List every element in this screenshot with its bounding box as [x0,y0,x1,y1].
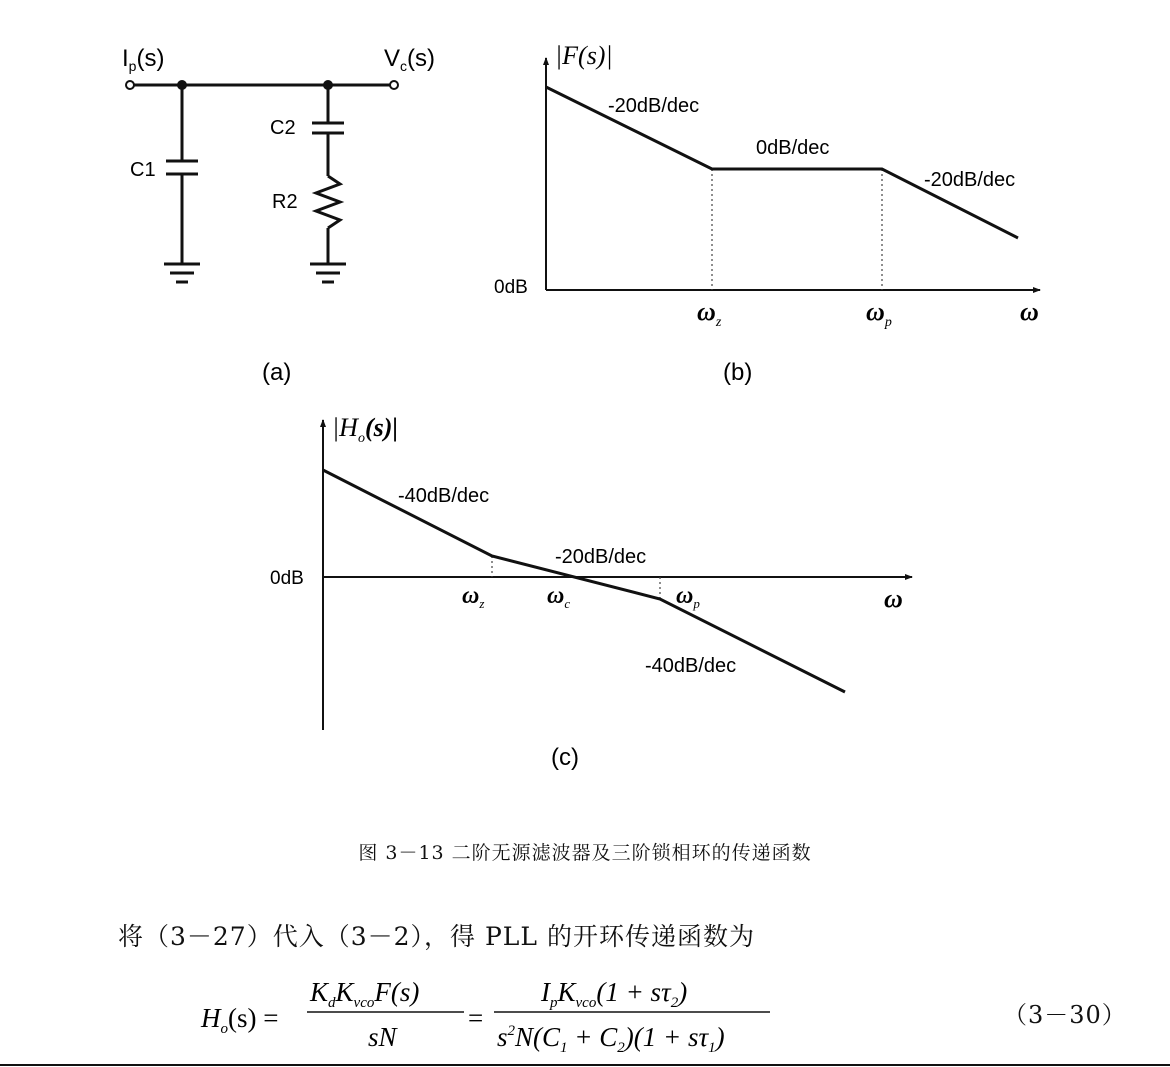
plot-b-slope-1: -20dB/dec [608,95,700,117]
plot-c-zero-db: 0dB [270,568,304,589]
plot-c-wp: $\omega_p$ [676,583,700,611]
input-terminal [126,81,134,89]
plot-c-slope-1: -40dB/dec [398,485,490,507]
plot-b-guides [712,169,882,290]
output-terminal [390,81,398,89]
plot-c-slope-2: -20dB/dec [555,546,647,568]
panel-label-a: (a) [262,359,292,386]
r2-resistor [316,176,340,228]
plot-c-ylabel: $|H_o(s)|$ [332,413,399,446]
plot-c-w: ω [884,584,903,613]
loop-filter-schematic [126,81,398,282]
plot-b-slope-3: -20dB/dec [924,169,1016,191]
r2-label: R2 [272,191,298,213]
plot-c-wz: $\omega_z$ [462,583,485,611]
svg-text:sN: sN [368,1022,397,1052]
panel-label-c: (c) [551,744,579,771]
svg-text:s2N(C1 + C2)(1 + sτ1): $s^2N(C_1 + C_2)(1 + s\tau_1)$ [497,1022,725,1056]
svg-text:Ho(s) =: $H_o(s)$ = [201,1003,279,1037]
svg-text:=: = [468,1003,484,1033]
plot-c-axes [323,420,912,730]
plot-c-slope-3: -40dB/dec [645,655,737,677]
plot-b-wp: $\omega_p$ [866,297,892,330]
plot-b-ylabel: |F(s)| [555,41,613,70]
c2-label: C2 [270,117,296,139]
output-label: $V_c(s)$ [384,45,435,74]
bottom-rule [0,1064,1170,1066]
plot-c-wc: $\omega_c$ [547,583,571,611]
equation-3-30 [200,977,770,1056]
svg-text:KdKvcoF(s): $K_dK_{vco}F(s)$ [310,977,420,1011]
c1-label: C1 [130,159,156,181]
plot-b-zero-db: 0dB [494,277,528,298]
svg-text:IpKvco(1 + sτ2): $I_pK_{vco}(1 + s\tau_2)$ [541,977,688,1011]
plot-b-wz: $\omega_z$ [697,297,722,330]
figure-caption: 图 3－13 二阶无源滤波器及三阶锁相环的传递函数 [358,842,812,864]
panel-label-b: (b) [723,359,753,386]
body-paragraph: 将（3－27）代入（3－2），得 PLL 的开环传递函数为 [118,922,755,951]
plot-b-slope-2: 0dB/dec [756,137,830,159]
plot-b-w: ω [1020,297,1039,326]
input-label: $I_p(s)$ [122,45,165,74]
equation-number: （3－30） [1003,1001,1127,1029]
